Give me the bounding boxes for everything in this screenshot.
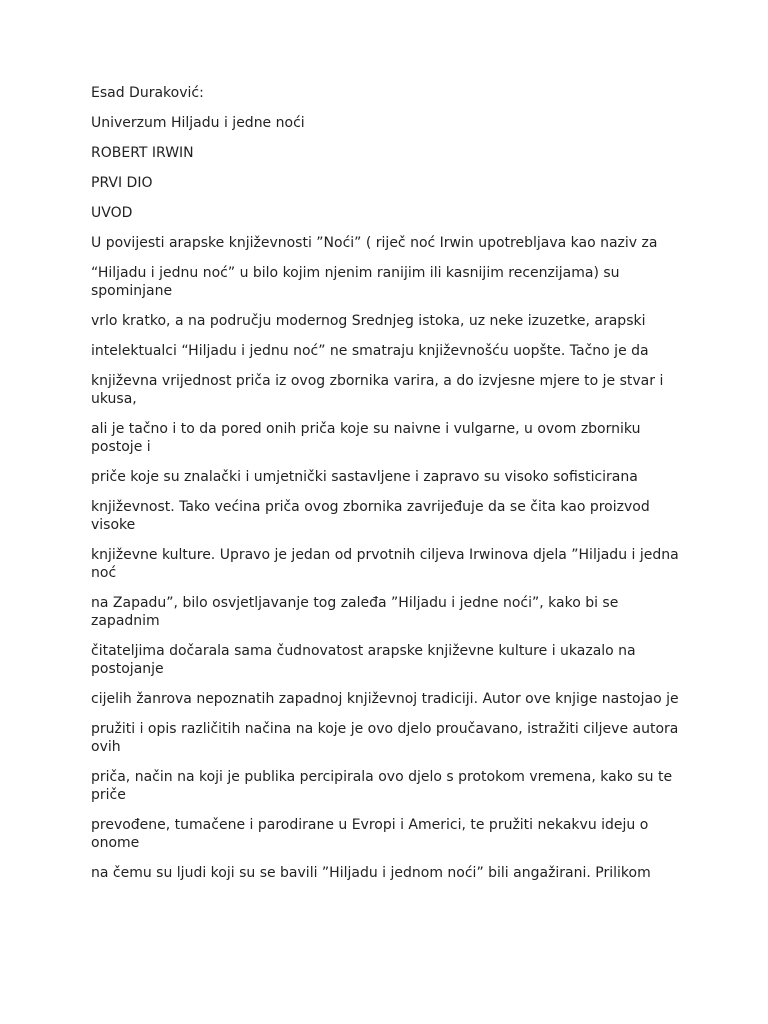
title-line: Univerzum Hiljadu i jedne noći — [91, 115, 305, 131]
paragraph-line: priče koje su znalački i umjetnički sastavljene i zapravo su visoko sofisticirana — [91, 469, 638, 485]
paragraph-line: čitateljima dočarala sama čudnovatost arapske književne kulture i ukazalo na postojanje — [91, 643, 636, 677]
paragraph-line: ali je tačno i to da pored onih priča koje su naivne i vulgarne, u ovom zborniku postoje i — [91, 421, 641, 455]
paragraph-line: cijelih žanrova nepoznatih zapadnoj književnoj tradiciji. Autor ove knjige nastojao je — [91, 691, 679, 707]
paragraph-line: U povijesti arapske književnosti ”Noći” ( riječ noć Irwin upotrebljava kao naziv za — [91, 235, 658, 251]
author-line: Esad Duraković: — [91, 85, 204, 101]
paragraph-line: priča, način na koji je publika percipirala ovo djelo s protokom vremena, kako su te priče — [91, 769, 673, 803]
paragraph-line: “Hiljadu i jednu noć” u bilo kojim njenim ranijim ili kasnijim recenzijama) su spominjane — [91, 265, 620, 299]
document-body — [91, 84, 681, 894]
paragraph-line: na Zapadu”, bilo osvjetljavanje tog zaleđa ”Hiljadu i jedne noći”, kako bi se zapadnim — [91, 595, 619, 629]
paragraph-line: književnost. Tako većina priča ovog zbornika zavrijeđuje da se čita kao proizvod visoke — [91, 499, 650, 533]
part-heading: PRVI DIO — [91, 175, 153, 191]
paragraph-line: vrlo kratko, a na području modernog Srednjeg istoka, uz neke izuzetke, arapski — [91, 313, 646, 329]
paragraph-line: književne kulture. Upravo je jedan od prvotnih ciljeva Irwinova djela ”Hiljadu i jedna noć — [91, 547, 679, 581]
section-heading: UVOD — [91, 205, 133, 221]
paragraph-line: pružiti i opis različitih načina na koje je ovo djelo proučavano, istražiti ciljeve autora ovih — [91, 721, 679, 755]
paragraph-line: intelektualci “Hiljadu i jednu noć” ne smatraju književnošću uopšte. Tačno je da — [91, 343, 649, 359]
paragraph-line: prevođene, tumačene i parodirane u Evropi i Americi, te pružiti nekakvu ideju o onome — [91, 817, 649, 851]
author-name: ROBERT IRWIN — [91, 145, 194, 161]
paragraph-line: književna vrijednost priča iz ovog zbornika varira, a do izvjesne mjere to je stvar i ukusa, — [91, 373, 664, 407]
paragraph-line: na čemu su ljudi koji su se bavili ”Hiljadu i jednom noći” bili angažirani. Prilikom — [91, 865, 651, 881]
